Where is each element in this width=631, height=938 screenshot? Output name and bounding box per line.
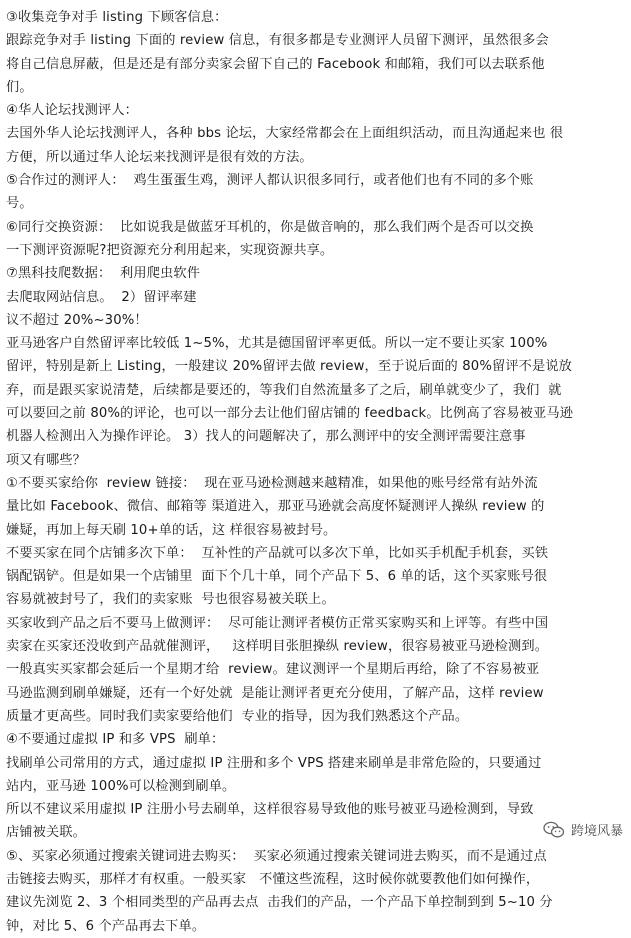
text-line: 马逊监测到刷单嫌疑，还有一个好处就 是能让测评者更充分使用，了解产品，这样 review bbox=[6, 685, 544, 701]
document-body bbox=[6, 6, 624, 938]
watermark-text: 跨境风暴 bbox=[570, 824, 623, 839]
text-line: 建议先浏览 2、3 个相同类型的产品再去点 击我们的产品，一个产品下单控制到到 5~10 分 bbox=[6, 895, 553, 911]
text-line: 机器人检测出入为操作评论。 3）找人的问题解决了，那么测评中的安全测评需要注意事 bbox=[6, 429, 526, 445]
text-line: 议不超过 20%~30%！ bbox=[6, 312, 148, 328]
text-line: ①不要买家给你 review 链接： 现在亚马逊检测越来越精准，如果他的账号经常有站外流 bbox=[6, 475, 538, 491]
watermark bbox=[543, 820, 623, 839]
text-line: ④华人论坛找测评人： bbox=[6, 103, 139, 119]
text-line: ③收集竞争对手 listing 下顾客信息： bbox=[6, 10, 228, 25]
text-line: 弃，而是跟买家说清楚，后续都是要还的，等我们自然流量多了之后，刷单就变少了，我们 就 bbox=[6, 382, 562, 398]
text-line: 店铺被关联。 bbox=[6, 825, 87, 841]
text-line: 号。 bbox=[6, 196, 33, 212]
text-line: 找刷单公司常用的方式，通过虚拟 IP 注册和多个 VPS 搭建来刷单是非常危险的，只要通过 bbox=[6, 755, 542, 771]
wechat-icon bbox=[543, 821, 565, 839]
text-line: ④不要通过虚拟 IP 和多 VPS 刷单： bbox=[6, 732, 225, 748]
text-line: 量比如 Facebook、微信、邮箱等 渠道进入，那亚马逊就会高度怀疑测评人操纵 review 的 bbox=[6, 499, 545, 515]
text-line: 所以不建议采用虚拟 IP 注册小号去刷单，这样很容易导致他的账号被亚马逊检测到，导致 bbox=[6, 802, 534, 818]
text-line: 卖家在买家还没收到产品就催测评， 这样明目张胆操纵 review，很容易被亚马逊检测到。 bbox=[6, 639, 549, 655]
text-line: 击链接去购买，那样才有权重。一般买家 不懂这些流程，这时候你就要教他们如何操作， bbox=[6, 871, 540, 887]
text-line: ⑥同行交换资源： 比如说我是做蓝牙耳机的，你是做音响的，那么我们两个是否可以交换 bbox=[6, 219, 534, 235]
text-line: 将自己信息屏蔽，但是还是有部分卖家会留下自己的 Facebook 和邮箱，我们可以去联系他 bbox=[6, 56, 545, 72]
text-line: 项又有哪些？ bbox=[6, 452, 87, 468]
text-line: 容易就被封号了，我们的卖家账 号也很容易被关联上。 bbox=[6, 592, 335, 608]
text-line: 留评，特别是新上 Listing，一般建议 20%留评去做 review，至于说后面的 80%留评不是说放 bbox=[6, 359, 573, 375]
text-line: 不要买家在同个店铺多次下单： 互补性的产品就可以多次下单，比如买手机配手机套，买铁 bbox=[6, 545, 549, 561]
text-line: 钟，对比 5、6 个产品再去下单。 bbox=[6, 918, 206, 934]
text-line: 亚马逊客户自然留评率比较低 1~5%，尤其是德国留评率更低。所以一定不要让买家 100% bbox=[6, 336, 548, 352]
text-line: ⑦黑科技爬数据： 利用爬虫软件 bbox=[6, 266, 201, 282]
text-line: 一下测评资源呢?把资源充分利用起来，实现资源共享。 bbox=[6, 242, 334, 258]
text-line: 去爬取网站信息。 2）留评率建 bbox=[6, 289, 197, 305]
text-line: 质量才更高些。同时我们卖家要给他们 专业的指导，因为我们熟悉这个产品。 bbox=[6, 708, 469, 724]
text-line: 去国外华人论坛找测评人，各种 bbs 论坛，大家经常都会在上面组织活动，而且沟通起来也 很 bbox=[6, 126, 564, 142]
text-line: 们。 bbox=[6, 79, 33, 95]
text-line: 方便，所以通过华人论坛来找测评是很有效的方法。 bbox=[6, 149, 313, 165]
text-line: 一般真实买家都会延后一个星期才给 review。建议测评一个星期后再给，除了不容易被亚 bbox=[6, 662, 540, 678]
text-line: ⑤合作过的测评人： 鸡生蛋蛋生鸡，测评人都认识很多同行，或者他们也有不同的多个账 bbox=[6, 173, 534, 189]
text-line: 可以要回之前 80%的评论，也可以一部分去让他们留店铺的 feedback。比例高了容易被亚马逊 bbox=[6, 406, 574, 422]
text-line: ⑤、买家必须通过搜索关键词进去购买： 买家必须通过搜索关键词进去购买，而不是通过点 bbox=[6, 848, 547, 864]
text-line: 站内，亚马逊 100%可以检测到刷单。 bbox=[6, 778, 236, 794]
text-line: 锅配锅铲。但是如果一个店铺里 面下个几十单，同个产品下 5、6 单的话，这个买家账号很 bbox=[6, 569, 548, 585]
text-line: 买家收到产品之后不要马上做测评： 尽可能让测评者模仿正常买家购买和上评等。有些中国 bbox=[6, 615, 549, 631]
text-line: 跟踪竞争对手 listing 下面的 review 信息，有很多都是专业测评人员留下测评，虽然很多会 bbox=[6, 33, 549, 49]
text-line: 嫌疑，再加上每天刷 10+单的话，这 样很容易被封号。 bbox=[6, 522, 337, 538]
